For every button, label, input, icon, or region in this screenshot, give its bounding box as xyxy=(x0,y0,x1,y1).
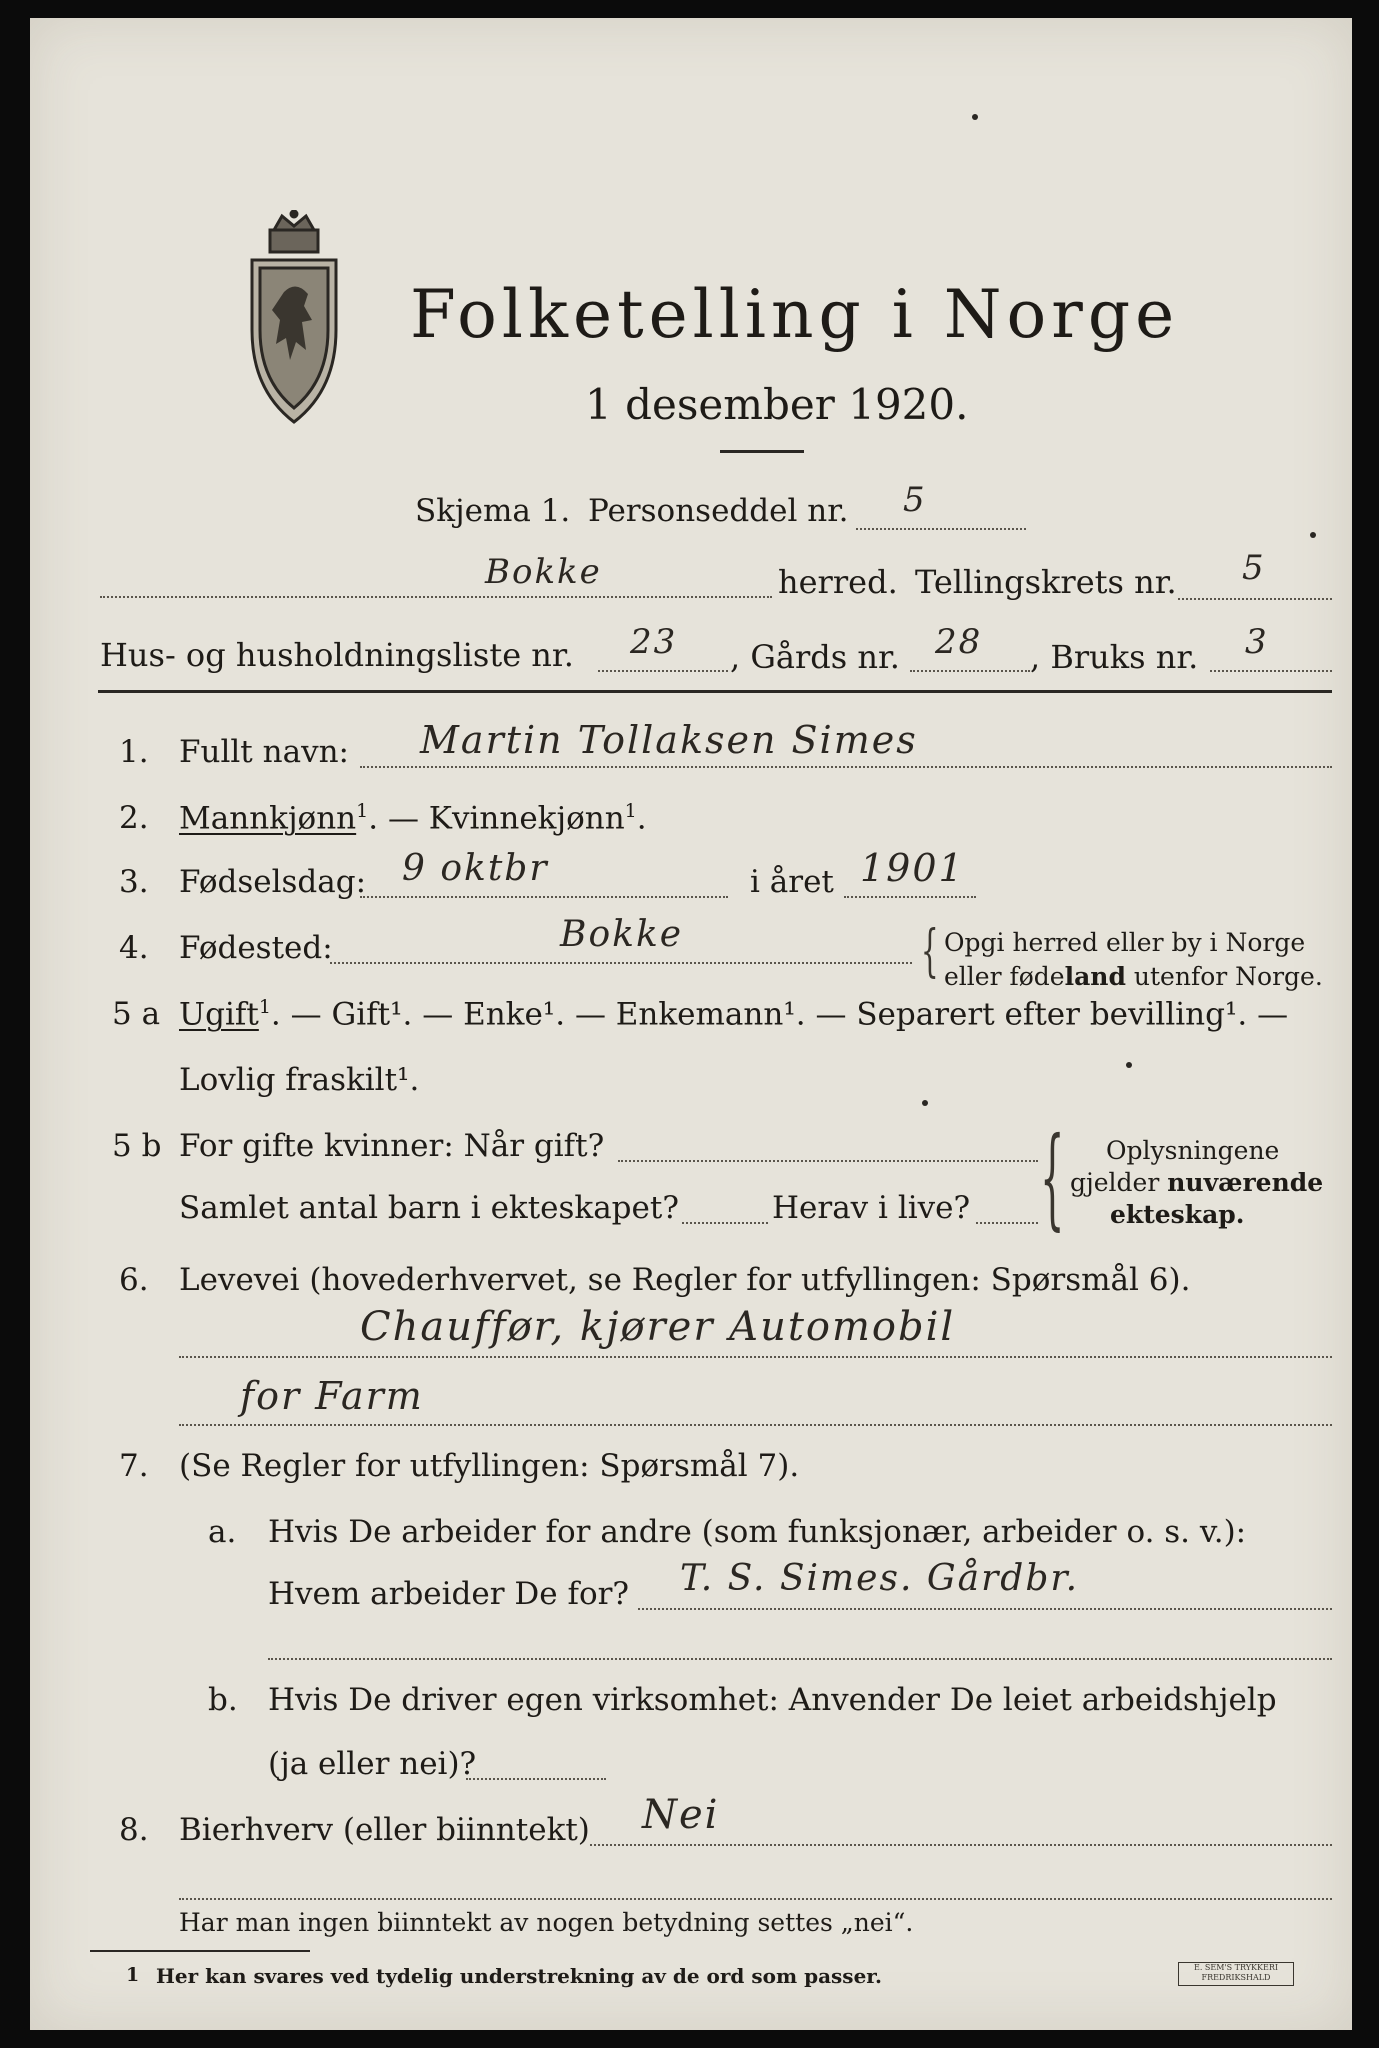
personseddel-line xyxy=(856,528,1026,530)
q7a-question: Hvem arbeider De for? xyxy=(268,1576,630,1612)
footnote-text: Her kan svares ved tydelig understrekning av de ord som passer. xyxy=(156,1964,882,1988)
footnote-rule xyxy=(90,1950,310,1952)
q1-value: Martin Tollaksen Simes xyxy=(420,718,918,762)
gards-value: 28 xyxy=(935,622,983,662)
q4-label: Fødested: xyxy=(179,930,333,966)
q8-number: 8. xyxy=(119,1812,149,1848)
q5b-note-line1: Oplysningene xyxy=(1106,1136,1280,1165)
q2-number: 2. xyxy=(119,800,149,836)
personseddel-value: 5 xyxy=(903,480,927,520)
bruks-label: , Bruks nr. xyxy=(1030,638,1199,676)
q4-note-line1: Opgi herred eller by i Norge xyxy=(944,928,1306,957)
paper-speck xyxy=(1310,532,1316,538)
q5b-alive-line xyxy=(976,1222,1038,1224)
hus-label: Hus- og husholdningsliste nr. xyxy=(100,636,574,674)
q5b-brace: { xyxy=(1040,1113,1065,1241)
bruks-line xyxy=(1210,670,1332,672)
title-divider xyxy=(720,450,804,453)
q8-value: Nei xyxy=(642,1792,720,1838)
bruks-value: 3 xyxy=(1245,622,1269,662)
q3-label: Fødselsdag: xyxy=(179,864,367,900)
tellingskrets-value: 5 xyxy=(1242,548,1266,588)
q3-year-label: i året xyxy=(750,864,834,900)
q3-number: 3. xyxy=(119,864,149,900)
hus-value: 23 xyxy=(630,622,678,662)
herred-line xyxy=(100,596,772,598)
tellingskrets-line xyxy=(1178,598,1332,600)
q2-male-option: Mannkjønn xyxy=(179,800,357,837)
tellingskrets-label: Tellingskrets nr. xyxy=(915,563,1177,601)
hus-line xyxy=(598,670,728,672)
q6-number: 6. xyxy=(119,1262,149,1298)
q5a-number: 5 a xyxy=(112,996,161,1032)
q7-label: (Se Regler for utfyllingen: Spørsmål 7). xyxy=(179,1448,800,1484)
norway-coat-of-arms-icon xyxy=(246,210,342,424)
census-form-sheet xyxy=(30,18,1352,2030)
q1-label: Fullt navn: xyxy=(179,734,349,770)
q3-day-line xyxy=(360,896,728,898)
header-rule xyxy=(98,690,1332,693)
personseddel-label: Personseddel nr. xyxy=(588,493,849,529)
q3-year-value: 1901 xyxy=(860,846,965,890)
q6-line1 xyxy=(179,1356,1332,1358)
q7a-line1 xyxy=(638,1608,1332,1610)
q7a-label: Hvis De arbeider for andre (som funksjonær, arbeider o. s. v.): xyxy=(268,1514,1247,1550)
q8-line2 xyxy=(179,1898,1332,1900)
q6-line2 xyxy=(179,1424,1332,1426)
schema-label: Skjema 1. xyxy=(415,493,571,529)
q6-label: Levevei (hovederhvervet, se Regler for utfyllingen: Spørsmål 6). xyxy=(179,1262,1191,1298)
census-date: 1 desember 1920. xyxy=(585,380,969,429)
q3-year-line xyxy=(844,896,976,898)
q4-note-line2: eller fødeland utenfor Norge. xyxy=(944,962,1323,991)
q4-number: 4. xyxy=(119,930,149,966)
q5b-number: 5 b xyxy=(112,1128,162,1164)
q7-number: 7. xyxy=(119,1448,149,1484)
paper-speck xyxy=(972,114,978,120)
q5b-note-line2: gjelder nuværende xyxy=(1070,1168,1324,1197)
q4-brace: { xyxy=(920,919,939,984)
printer-stamp: E. SEM'S TRYKKERI FREDRIKSHALD xyxy=(1178,1962,1294,1986)
form-title: Folketelling i Norge xyxy=(410,276,1180,353)
q5a-line2: Lovlig fraskilt¹. xyxy=(179,1062,420,1098)
paper-speck xyxy=(922,1100,928,1106)
q3-value: 9 oktbr xyxy=(402,848,549,889)
q1-line xyxy=(360,766,1332,768)
q7a-number: a. xyxy=(208,1514,237,1550)
q8-note: Har man ingen biinntekt av nogen betydning settes „nei“. xyxy=(179,1908,914,1937)
herred-value: Bokke xyxy=(485,552,602,592)
q5a-options: Ugift$^1$. — Gift¹. — Enke¹. — Enkemann¹. — Separert efter bevilling¹. — xyxy=(179,996,1289,1033)
q5b-label-when: For gifte kvinner: Når gift? xyxy=(179,1128,605,1164)
q7a-line2 xyxy=(268,1658,1332,1660)
q7b-question: (ja eller nei)? xyxy=(268,1746,477,1782)
q4-value: Bokke xyxy=(560,914,684,955)
paper-speck xyxy=(1126,1062,1132,1068)
herred-label: herred. xyxy=(778,563,898,601)
gards-line xyxy=(910,670,1030,672)
q5b-when-line xyxy=(618,1160,1038,1162)
q5b-children-line xyxy=(682,1222,768,1224)
q5b-label-children: Samlet antal barn i ekteskapet? xyxy=(179,1190,679,1226)
q8-line1 xyxy=(590,1844,1332,1846)
q7a-value: T. S. Simes. Gårdbr. xyxy=(680,1558,1080,1599)
q6-value-line2: for Farm xyxy=(240,1374,424,1418)
q6-value-line1: Chauffør, kjører Automobil xyxy=(360,1304,956,1350)
q5b-label-alive: Herav i live? xyxy=(772,1190,971,1226)
q7b-number: b. xyxy=(208,1682,238,1718)
q2-sex-options: Mannkjønn$^1$. — Kvinnekjønn$^1$. xyxy=(179,800,647,837)
gards-label: , Gårds nr. xyxy=(730,638,900,676)
q7b-line xyxy=(466,1778,606,1780)
q5b-note-line3: ekteskap. xyxy=(1110,1200,1245,1229)
q5a-unmarried-option: Ugift xyxy=(179,996,259,1033)
footnote-marker: 1 xyxy=(126,1964,140,1986)
q1-number: 1. xyxy=(119,734,149,770)
q4-line xyxy=(330,962,912,964)
q7b-label: Hvis De driver egen virksomhet: Anvender De leiet arbeidshjelp xyxy=(268,1682,1277,1718)
q8-label: Bierhverv (eller biinntekt) xyxy=(179,1812,590,1848)
